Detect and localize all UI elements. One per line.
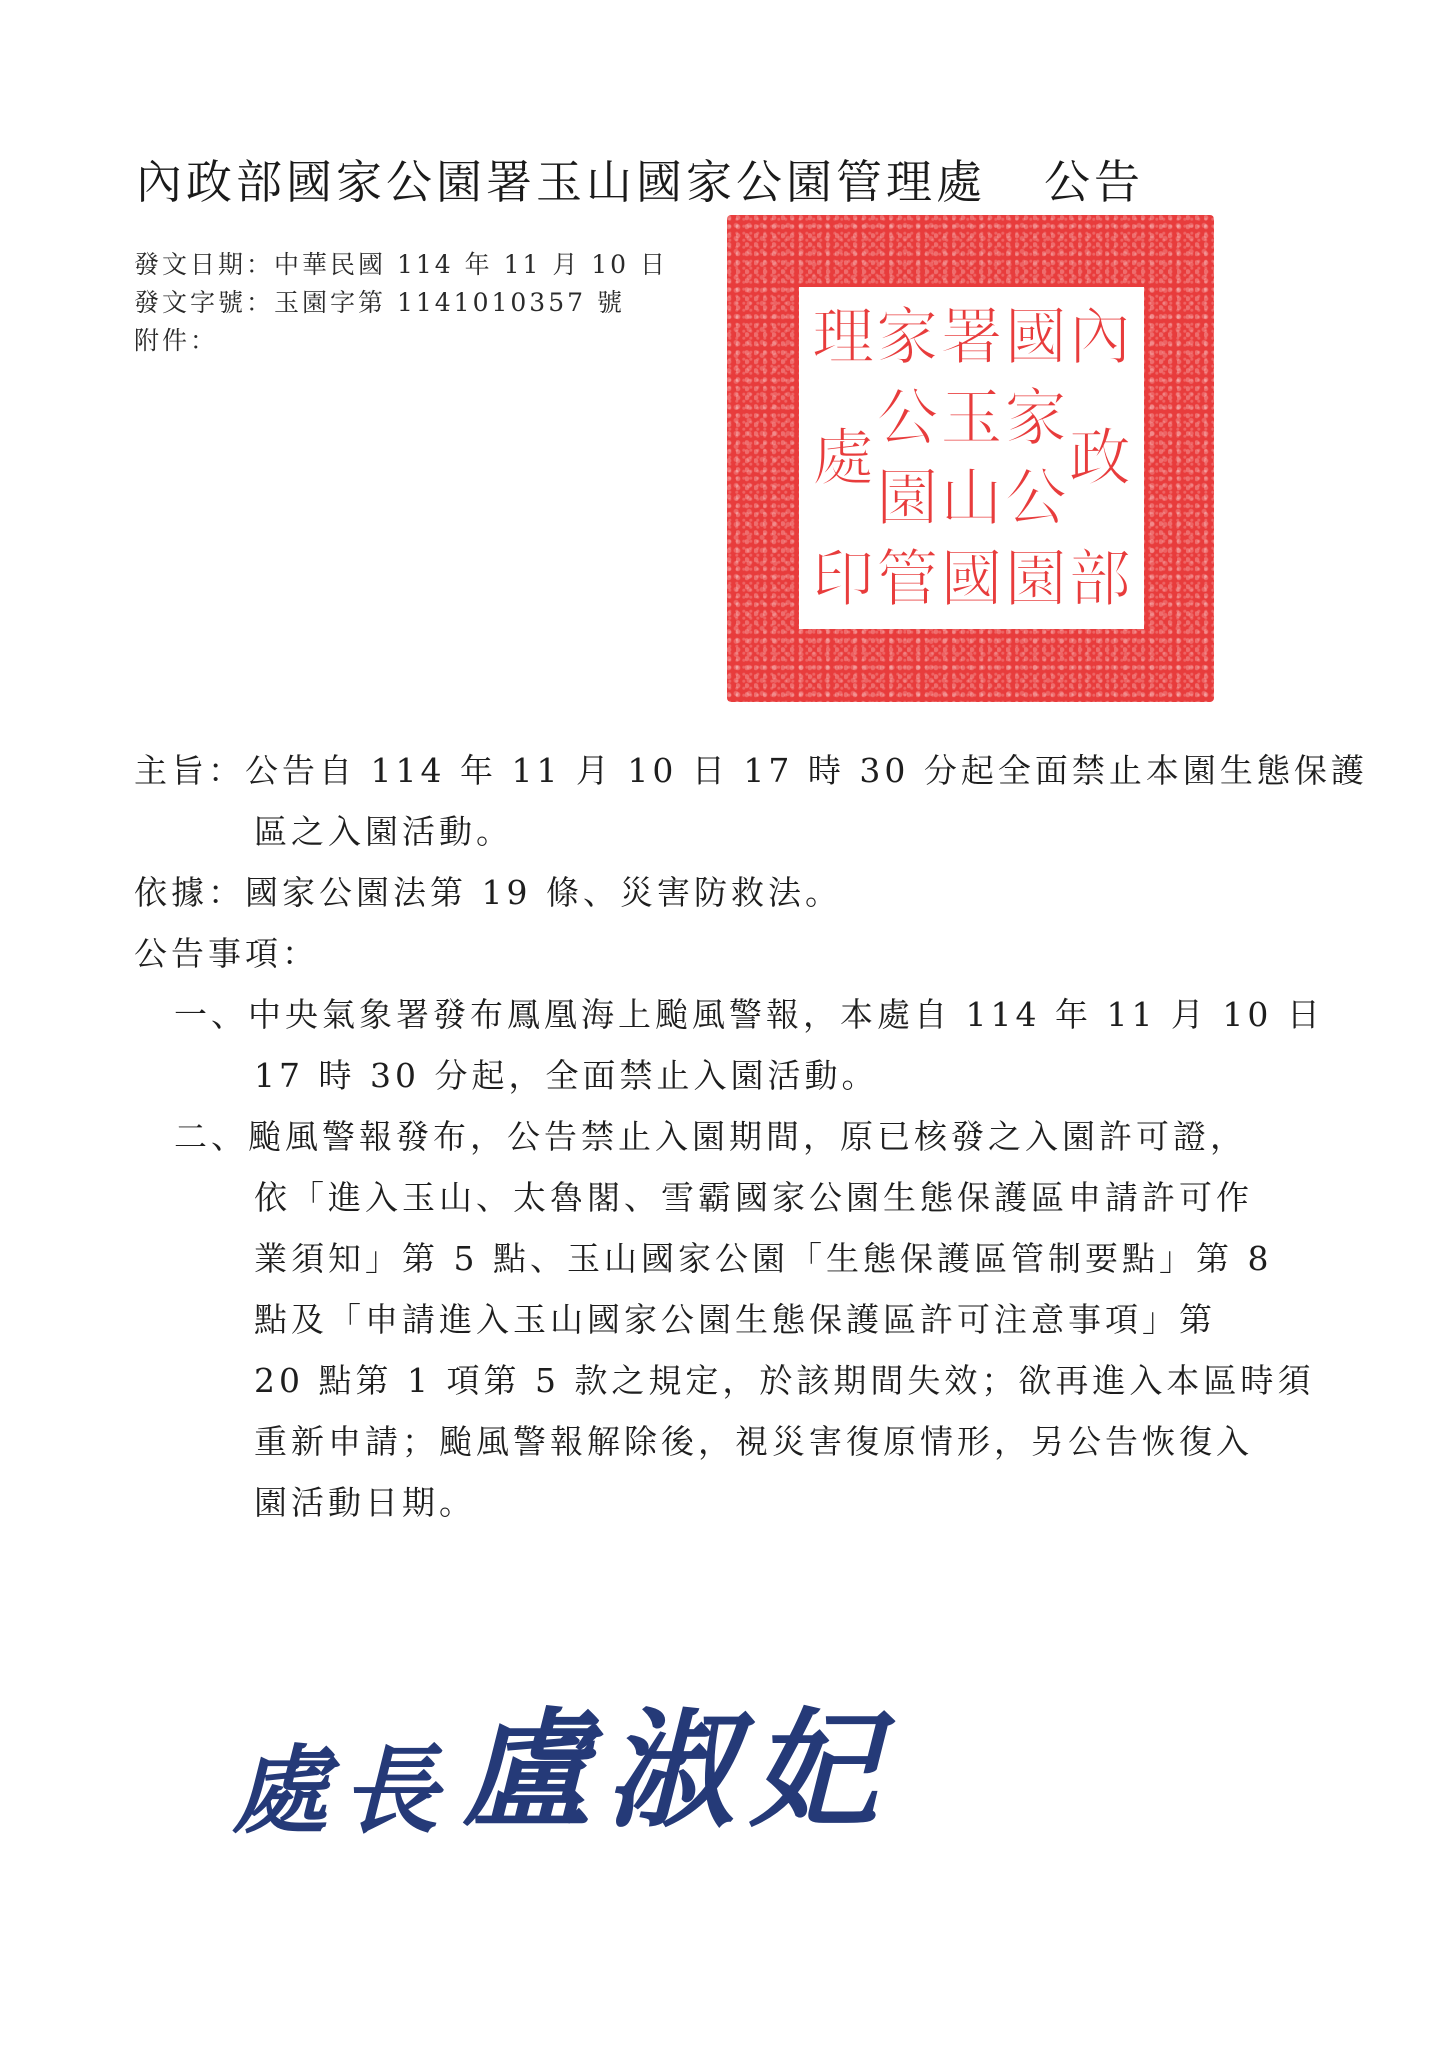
signature-title: 處長	[232, 1734, 452, 1847]
seal-char: 政	[1068, 421, 1131, 494]
item-line: 17 時 30 分起，全面禁止入園活動。	[254, 1056, 879, 1095]
issue-date-row	[134, 246, 668, 284]
seal-char: 內	[1068, 300, 1131, 373]
seal-char: 山	[940, 461, 1003, 535]
seal-column	[1068, 297, 1132, 619]
subject-text: 公告自 114 年 11 月 10 日 17 時 30 分起全面禁止本園生態保護	[245, 751, 1368, 790]
seal-char: 玉	[940, 380, 1003, 454]
seal-char: 部	[1068, 542, 1131, 615]
seal-char: 國	[1004, 300, 1067, 373]
item-first-line	[174, 984, 1368, 1045]
seal-column	[811, 297, 875, 619]
seal-char: 公	[876, 380, 939, 454]
issue-date-value: 中華民國 114 年 11 月 10 日	[274, 250, 669, 279]
seal-char: 家	[876, 300, 939, 373]
document-body	[134, 740, 1368, 1533]
item-marker: 二、	[174, 1117, 248, 1156]
announcement-item-1	[134, 984, 1368, 1106]
document-header	[136, 146, 1144, 212]
document-meta	[134, 246, 668, 360]
announcement-items-label: 公告事項：	[134, 934, 319, 973]
basis-label: 依據：	[134, 873, 245, 912]
attachment-label: 附件：	[134, 326, 219, 355]
basis-text: 國家公園法第 19 條、災害防救法。	[245, 873, 842, 912]
item-marker: 一、	[174, 995, 248, 1034]
seal-char: 管	[876, 541, 939, 615]
seal-column	[1004, 297, 1068, 619]
item-line: 點及「申請進入玉山國家公園生態保護區許可注意事項」第	[254, 1300, 1216, 1339]
issuer-name: 內政部國家公園署玉山國家公園管理處	[136, 155, 986, 209]
reference-number-row	[134, 284, 668, 322]
seal-char: 理	[812, 300, 875, 373]
item-line: 依「進入玉山、太魯閣、雪霸國家公園生態保護區申請許可作	[254, 1178, 1253, 1217]
item-line: 20 點第 1 項第 5 款之規定，於該期間失效；欲再進入本區時須	[254, 1361, 1315, 1400]
seal-char: 家	[1004, 380, 1067, 454]
seal-column	[875, 297, 939, 619]
seal-char: 印	[812, 542, 875, 615]
official-seal-stamp	[727, 215, 1214, 702]
item-text: 颱風警報發布，公告禁止入園期間，原已核發之入園許可證，	[248, 1117, 1247, 1156]
announcement-item-2	[134, 1106, 1368, 1533]
item-first-line	[174, 1106, 1368, 1167]
reference-number-label: 發文字號：	[134, 288, 275, 317]
signature-name: 盧淑妃	[462, 1696, 895, 1846]
seal-char: 國	[940, 541, 1003, 615]
item-text: 中央氣象署發布鳳凰海上颱風警報，本處自 114 年 11 月 10 日	[248, 995, 1324, 1034]
seal-char: 處	[812, 421, 875, 494]
seal-column	[939, 297, 1003, 619]
seal-char: 署	[940, 300, 1003, 373]
item-line: 園活動日期。	[254, 1483, 476, 1522]
issue-date-label: 發文日期：	[134, 250, 275, 279]
legal-basis-section	[134, 862, 1368, 923]
item-line: 重新申請；颱風警報解除後，視災害復原情形，另公告恢復入	[254, 1422, 1253, 1461]
item-line: 業須知」第 5 點、玉山國家公園「生態保護區管制要點」第 8	[254, 1239, 1273, 1278]
seal-inscription	[799, 287, 1144, 629]
document-type: 公告	[1044, 155, 1144, 209]
director-signature	[232, 1668, 894, 1852]
seal-char: 園	[1004, 541, 1067, 615]
attachment-row	[134, 322, 668, 360]
reference-number-value: 玉園字第 1141010357 號	[274, 288, 625, 317]
subject-label: 主旨：	[134, 751, 245, 790]
seal-char: 公	[1004, 461, 1067, 535]
seal-char: 園	[876, 461, 939, 535]
subject-section	[134, 740, 1368, 801]
subject-continuation: 區之入園活動。	[254, 812, 513, 851]
